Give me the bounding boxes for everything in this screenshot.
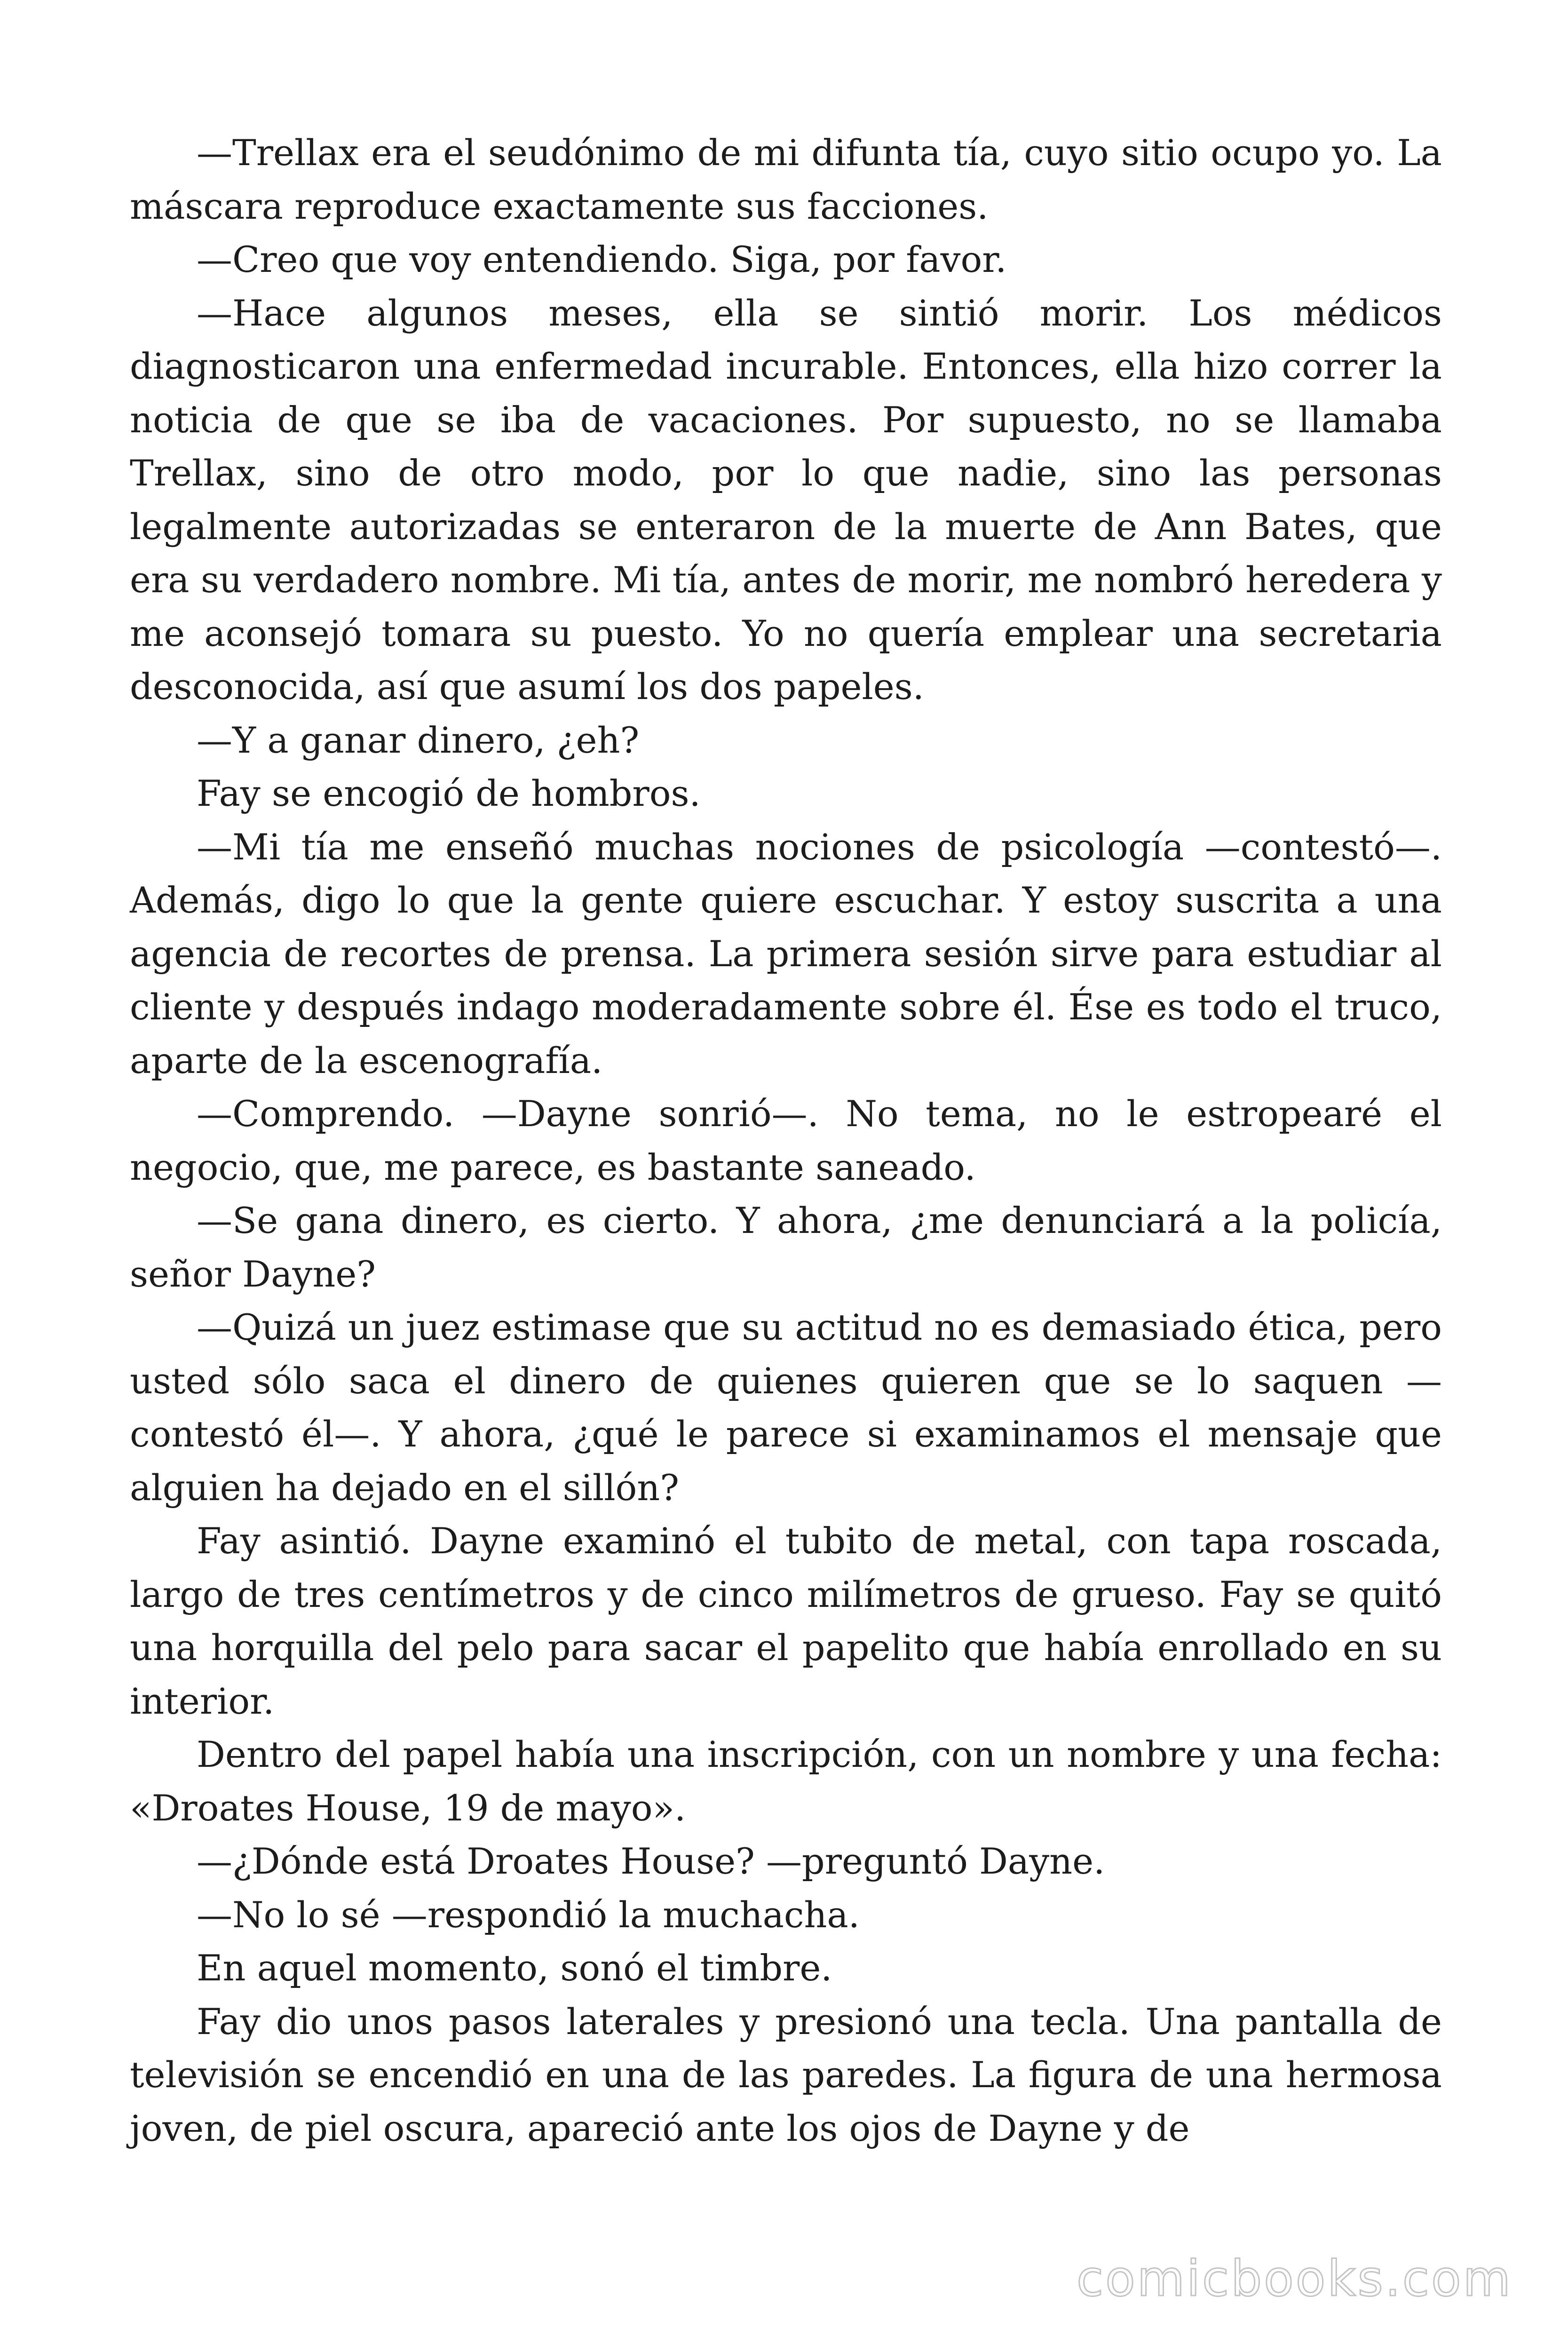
- paragraph-6: —Mi tía me enseñó muchas nociones de psicología —contestó—. Además, digo lo que la gente quiere escuchar. Y estoy suscrita a una agencia de recortes de prensa. La primera sesión sirve para estudiar al cliente y después indago moderadamente sobre él. Ése es todo el truco, aparte de la escenografía.: [130, 826, 1442, 1081]
- paragraph-9: —Quizá un juez estimase que su actitud no es demasiado ética, pero usted sólo saca el dinero de quienes quieren que se lo saquen —contestó él—. Y ahora, ¿qué le parece si examinamos el mensaje que alguien ha dejado en el sillón?: [130, 1306, 1442, 1509]
- paragraph-11: Dentro del papel había una inscripción, con un nombre y una fecha: «Droates House, 19 de mayo».: [130, 1733, 1442, 1829]
- paragraph-5: Fay se encogió de hombros.: [197, 772, 701, 814]
- paragraph-14: En aquel momento, sonó el timbre.: [197, 1947, 832, 1989]
- watermark: comicbooks.com: [1076, 2250, 1513, 2307]
- paragraph-10: Fay asintió. Dayne examinó el tubito de metal, con tapa roscada, largo de tres centímetros y de cinco milímetros de grueso. Fay se quitó una horquilla del pelo para sacar el papelito que había enrollado en su interior.: [130, 1520, 1442, 1722]
- paragraph-4: —Y a ganar dinero, ¿eh?: [197, 719, 640, 761]
- body-text: [130, 126, 1442, 2155]
- paragraph-15: Fay dio unos pasos laterales y presionó una tecla. Una pantalla de televisión se encendió en una de las paredes. La figura de una hermosa joven, de piel oscura, apareció ante los ojos de Dayne y de: [130, 2000, 1442, 2149]
- paragraph-3: —Hace algunos meses, ella se sintió morir. Los médicos diagnosticaron una enfermedad incurable. Entonces, ella hizo correr la noticia de que se iba de vacaciones. Por supuesto, no se llamaba Trellax, sino de otro modo, por lo que nadie, sino las personas legalmente autorizadas se enteraron de la muerte de Ann Bates, que era su verdadero nombre. Mi tía, antes de morir, me nombró heredera y me aconsejó tomara su puesto. Yo no quería emplear una secretaria desconocida, así que asumí los dos papeles.: [130, 292, 1442, 707]
- paragraph-7: —Comprendo. —Dayne sonrió—. No tema, no le estropearé el negocio, que, me parece, es bastante saneado.: [130, 1093, 1442, 1188]
- paragraph-13: —No lo sé —respondió la muchacha.: [197, 1893, 860, 1936]
- paragraph-2: —Creo que voy entendiendo. Siga, por favor.: [197, 238, 1007, 280]
- paragraph-1: —Trellax era el seudónimo de mi difunta tía, cuyo sitio ocupo yo. La máscara reproduce exactamente sus facciones.: [130, 132, 1442, 227]
- paragraph-8: —Se gana dinero, es cierto. Y ahora, ¿me denunciará a la policía, señor Dayne?: [130, 1200, 1442, 1295]
- paragraph-12: —¿Dónde está Droates House? —preguntó Dayne.: [197, 1840, 1105, 1882]
